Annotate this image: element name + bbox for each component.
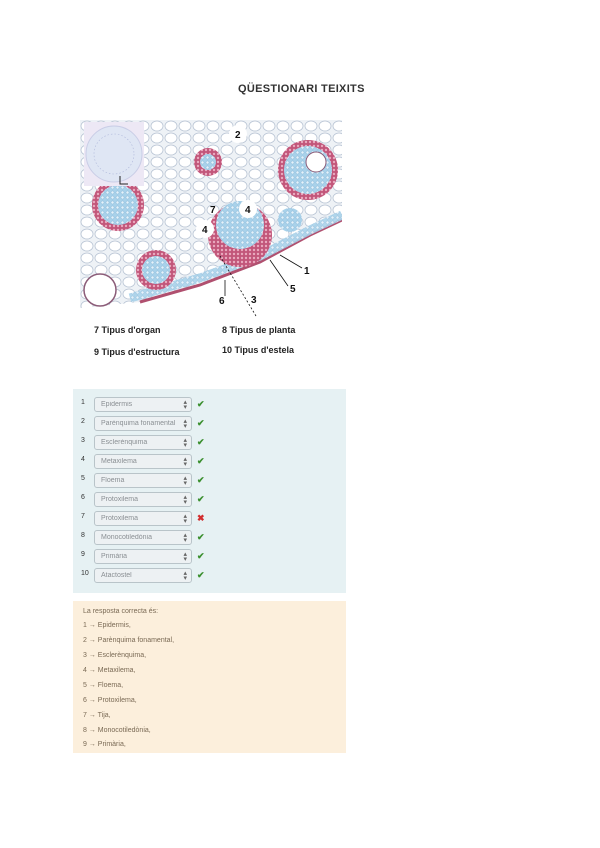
answer-select[interactable] — [94, 568, 192, 583]
feedback-line: 1 → Epidermis, — [83, 622, 131, 629]
answer-select[interactable] — [94, 416, 192, 431]
legend-organ-type: 7 Tipus d'organ — [94, 325, 161, 335]
question-number: 5 — [81, 475, 85, 482]
feedback-line: 2 → Parènquima fonamental, — [83, 637, 175, 644]
answer-select[interactable] — [94, 473, 192, 488]
answer-select-value: Esclerènquima — [101, 439, 148, 446]
feedback-line: 4 → Metaxilema, — [83, 667, 136, 674]
answer-select[interactable] — [94, 530, 192, 545]
answer-select-value: Monocotiledònia — [101, 534, 152, 541]
stem-cross-section-image — [80, 120, 342, 362]
figure-label-3: 3 — [251, 295, 257, 306]
check-icon: ✔ — [197, 494, 205, 504]
correct-answer-feedback — [73, 601, 346, 753]
legend-stele-type: 10 Tipus d'estela — [222, 345, 295, 355]
figure-label-1: 1 — [304, 266, 310, 277]
check-icon: ✔ — [197, 399, 205, 409]
answer-select-value: Metaxilema — [101, 458, 137, 465]
feedback-intro: La resposta correcta és: — [83, 608, 159, 615]
figure-label-4a: 4 — [245, 205, 251, 216]
select-caret-icon: ▴ ▾ — [183, 551, 187, 563]
feedback-line: 7 → Tija, — [83, 712, 111, 719]
select-caret-icon: ▴ ▾ — [183, 418, 187, 430]
figure-label-5: 5 — [290, 284, 296, 295]
answer-select-value: Protoxilema — [101, 496, 138, 503]
question-number: 10 — [81, 570, 89, 577]
answers-panel — [73, 389, 346, 593]
check-icon: ✔ — [197, 570, 205, 580]
answer-select[interactable] — [94, 492, 192, 507]
question-number: 2 — [81, 418, 85, 425]
answer-select-value: Parènquima fonamental — [101, 420, 176, 427]
select-caret-icon: ▴ ▾ — [183, 513, 187, 525]
figure-label-7: 7 — [210, 205, 216, 216]
select-caret-icon: ▴ ▾ — [183, 399, 187, 411]
answer-select-value: Floema — [101, 477, 125, 484]
feedback-line: 3 → Esclerènquima, — [83, 652, 147, 659]
answer-select[interactable] — [94, 454, 192, 469]
select-caret-icon: ▴ ▾ — [183, 532, 187, 544]
figure-label-4b: 4 — [202, 225, 208, 236]
feedback-line: 6 → Protoxilema, — [83, 697, 137, 704]
answer-select[interactable] — [94, 549, 192, 564]
check-icon: ✔ — [197, 475, 205, 485]
answer-select-value: Epidermis — [101, 401, 133, 408]
select-caret-icon: ▴ ▾ — [183, 475, 187, 487]
feedback-line: 5 → Floema, — [83, 682, 124, 689]
answer-select-value: Protoxilema — [101, 515, 138, 522]
legend-plant-type: 8 Tipus de planta — [222, 325, 296, 335]
select-caret-icon: ▴ ▾ — [183, 570, 187, 582]
cross-icon: ✖ — [197, 513, 205, 523]
question-number: 9 — [81, 551, 85, 558]
check-icon: ✔ — [197, 551, 205, 561]
select-caret-icon: ▴ ▾ — [183, 456, 187, 468]
figure-label-2: 2 — [235, 130, 241, 141]
question-number: 8 — [81, 532, 85, 539]
question-number: 7 — [81, 513, 85, 520]
check-icon: ✔ — [197, 418, 205, 428]
feedback-line: 9 → Primària, — [83, 741, 126, 748]
answer-select-value: Primària — [101, 553, 128, 560]
question-number: 3 — [81, 437, 85, 444]
question-number: 4 — [81, 456, 85, 463]
check-icon: ✔ — [197, 456, 205, 466]
answer-select-value: Atactostel — [101, 572, 132, 579]
page-title: QÜESTIONARI TEIXITS — [238, 83, 365, 95]
select-caret-icon: ▴ ▾ — [183, 494, 187, 506]
question-number: 1 — [81, 399, 85, 406]
select-caret-icon: ▴ ▾ — [183, 437, 187, 449]
answer-select[interactable] — [94, 397, 192, 412]
check-icon: ✔ — [197, 532, 205, 542]
figure-label-6: 6 — [219, 296, 225, 307]
answer-select[interactable] — [94, 435, 192, 450]
question-number: 6 — [81, 494, 85, 501]
feedback-line: 8 → Monocotiledònia, — [83, 727, 151, 734]
answer-select[interactable] — [94, 511, 192, 526]
legend-structure-type: 9 Tipus d'estructura — [94, 347, 180, 357]
check-icon: ✔ — [197, 437, 205, 447]
